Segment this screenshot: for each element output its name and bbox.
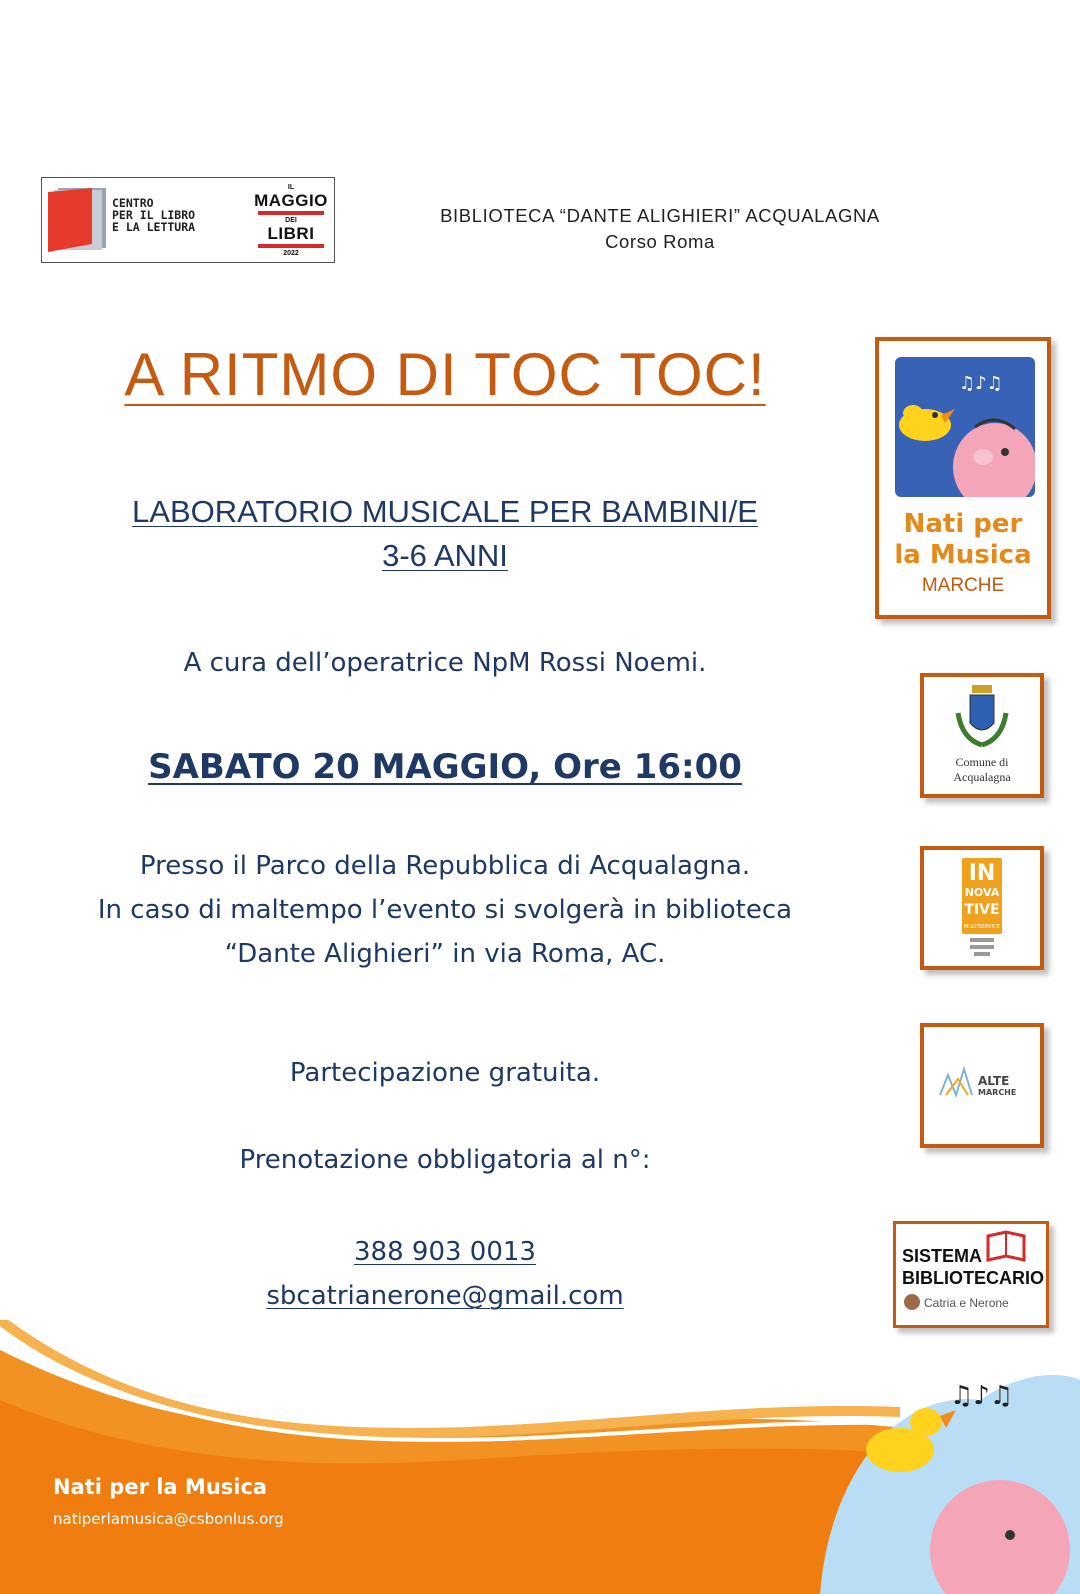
event-place [40, 844, 850, 976]
maggio-logo-bar [258, 211, 324, 215]
npm-name-line-1: Nati per [903, 509, 1023, 539]
coat-of-arms-icon [952, 683, 1012, 755]
comune-line-1: Comune di [955, 755, 1009, 769]
library-address: Corso Roma [605, 231, 715, 252]
centro-libro-logo-text: CENTRO PER IL LIBRO E LA LETTURA [112, 196, 196, 234]
event-title: A RITMO DI TOC TOC! [124, 341, 766, 408]
place-line-3: “Dante Alighieri” in via Roma, AC. [224, 939, 666, 969]
alte-line-1: ALTE [978, 1074, 1010, 1088]
place-line-1: Presso il Parco della Repubblica di Acqualagna. [139, 851, 751, 881]
footer-wave-banner [0, 1320, 1080, 1594]
alte-marche-mark-icon [938, 1063, 1034, 1107]
curator-text: A cura dell’operatrice NpM Rossi Noemi. [183, 648, 707, 678]
maggio-logo-bar-bottom [258, 244, 324, 248]
maggio-logo-line2: LIBRI [267, 224, 315, 243]
innovative-line-1: IN [968, 861, 996, 886]
innovative-line-3: TIVE [964, 902, 1000, 918]
npm-illustration [895, 357, 1035, 497]
npm-logo-name [879, 509, 1047, 571]
sistema-line-2: BIBLIOTECARIO [902, 1268, 1044, 1288]
npm-name-line-2: la Musica [894, 540, 1032, 570]
svg-text:♫♪♫: ♫♪♫ [950, 1381, 1014, 1411]
alte-marche-logo [920, 1023, 1044, 1148]
subtitle-line-1: LABORATORIO MUSICALE PER BAMBINI/E [132, 494, 758, 529]
innovative-logo [920, 846, 1044, 970]
place-line-2: In caso di maltempo l’evento si svolgerà in biblioteca [97, 895, 793, 925]
sistema-line-3: Catria e Nerone [924, 1296, 1009, 1310]
sistema-bibliotecario-mark-icon [900, 1230, 1044, 1318]
npm-logo-region: MARCHE [921, 575, 1005, 596]
innovative-line-4: MULTISERVICE [964, 924, 1000, 930]
nati-per-la-musica-logo [875, 337, 1051, 619]
maggio-dei-libri-logo [252, 184, 330, 258]
centro-libro-logo-mark [48, 186, 108, 254]
alte-line-2: MARCHE [978, 1088, 1017, 1097]
lightbulb-icon [960, 858, 1004, 962]
svg-text:♫♪♫: ♫♪♫ [959, 373, 1003, 394]
sistema-bibliotecario-logo [893, 1221, 1049, 1328]
footer-npm-name: Nati per la Musica [53, 1475, 268, 1499]
innovative-line-2: NOVA [964, 886, 1000, 899]
maggio-logo-top: IL [287, 184, 295, 191]
comune-line-2: Acqualagna [953, 770, 1011, 784]
sistema-line-1: SISTEMA [902, 1246, 983, 1266]
event-subtitle [40, 490, 850, 578]
booking-note: Prenotazione obbligatoria al n°: [239, 1145, 651, 1175]
library-name: BIBLIOTECA “DANTE ALIGHIERI” ACQUALAGNA [440, 205, 880, 226]
phone-link[interactable]: 388 903 0013 [354, 1237, 536, 1267]
library-header [390, 203, 930, 255]
email-link[interactable]: sbcatrianerone@gmail.com [266, 1281, 624, 1311]
partner-logos-box [41, 177, 335, 263]
maggio-logo-line1: MAGGIO [254, 191, 328, 210]
comune-logo-text [924, 755, 1040, 785]
bird-child-illustration-icon [895, 357, 1035, 497]
comune-acqualagna-logo [920, 673, 1044, 798]
event-date: SABATO 20 MAGGIO, Ore 16:00 [148, 747, 742, 787]
subtitle-line-2: 3-6 ANNI [382, 538, 508, 573]
maggio-logo-mid: DEI [285, 217, 297, 224]
maggio-logo-year: 2022 [283, 250, 299, 257]
free-participation: Partecipazione gratuita. [289, 1058, 601, 1088]
footer-npm-email[interactable]: natiperlamusica@csbonlus.org [53, 1510, 284, 1528]
contacts [40, 1230, 850, 1318]
